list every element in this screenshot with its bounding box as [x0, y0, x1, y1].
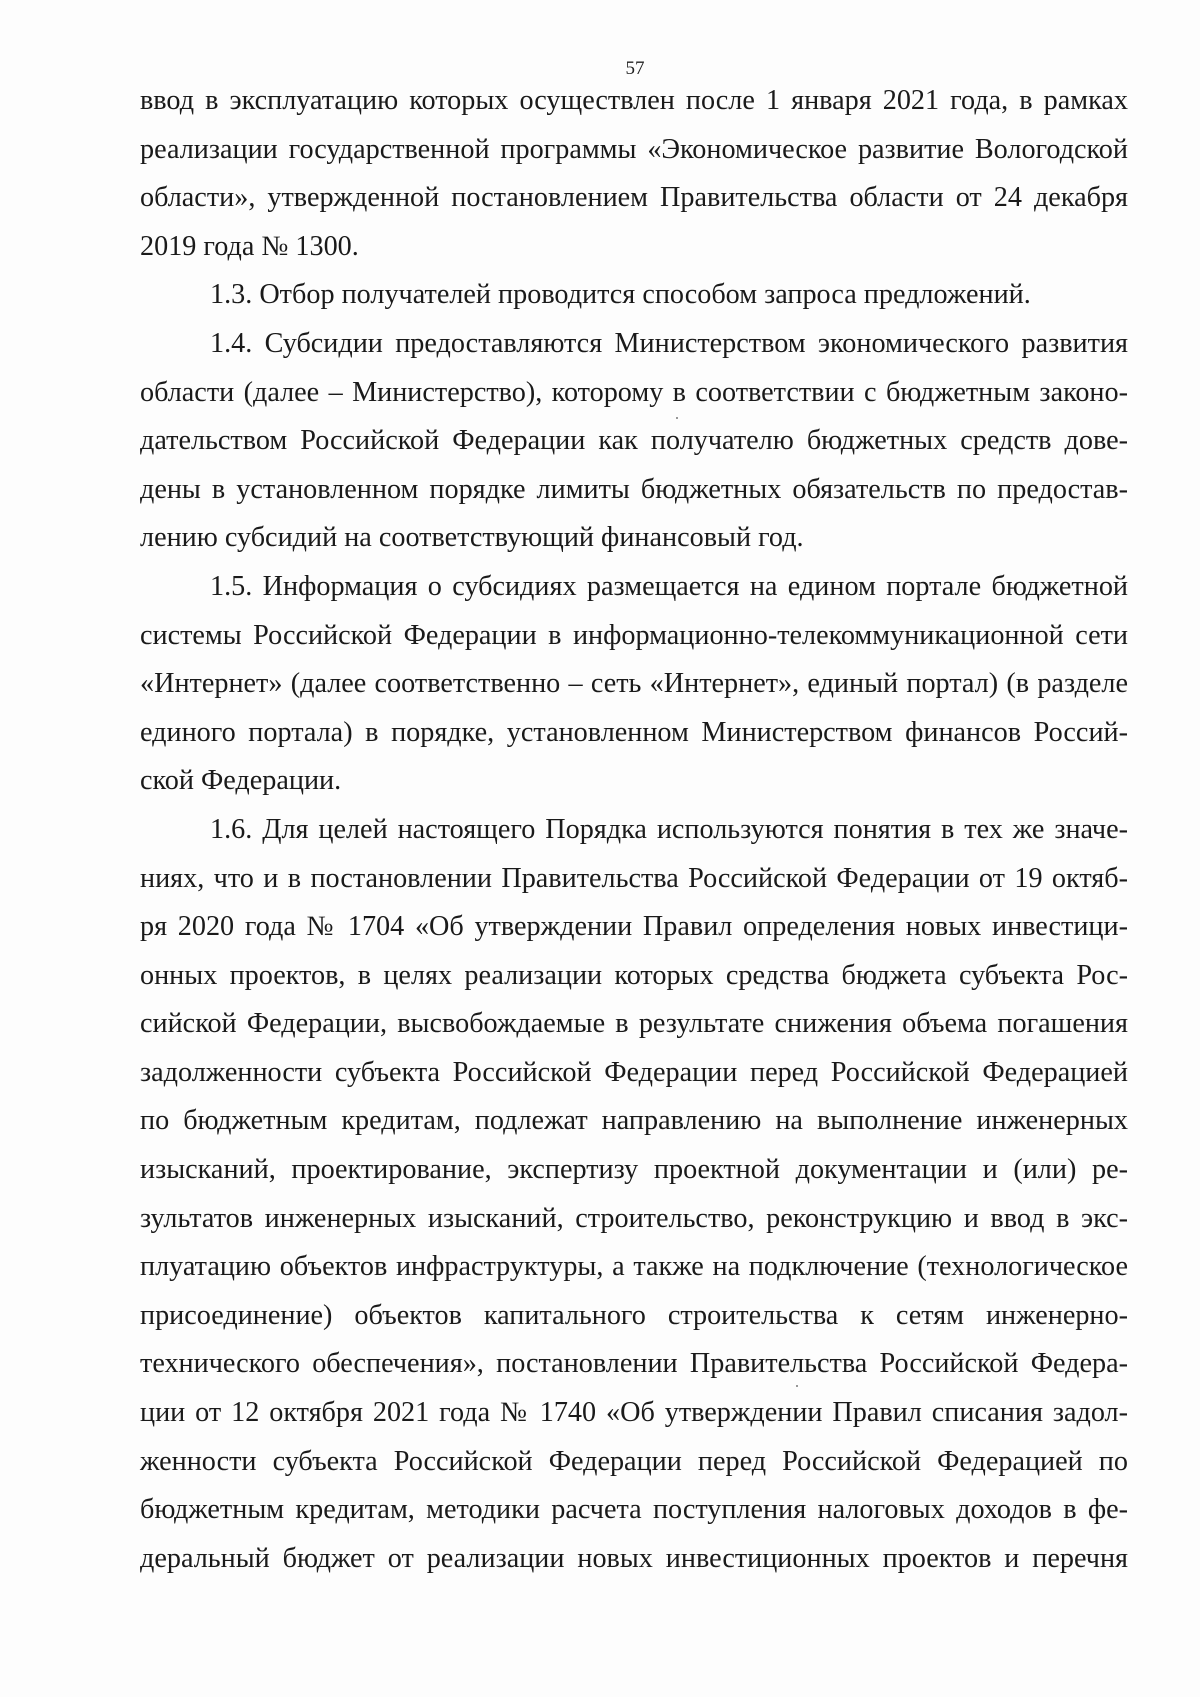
text-line: изысканий, проектирование, экспертизу проектной документации и (или) ре-	[140, 1154, 1128, 1186]
text-line: 1.5. Информация о субсидиях размещается на едином портале бюджетной	[210, 570, 1128, 602]
text-line: 1.4. Субсидии предоставляются Министерством экономического развития	[210, 327, 1128, 359]
text-line: сийской Федерации, высвобождаемые в результате снижения объема погашения	[140, 1008, 1128, 1040]
text-line: «Интернет» (далее соответственно – сеть «Интернет», единый портал) (в разделе	[140, 668, 1128, 700]
text-line: зультатов инженерных изысканий, строительство, реконструкцию и ввод в экс-	[140, 1202, 1128, 1234]
text-line: ской Федерации.	[140, 765, 342, 797]
text-line: дены в установленном порядке лимиты бюджетных обязательств по предостав-	[140, 473, 1128, 505]
text-line: деральный бюджет от реализации новых инвестиционных проектов и перечня	[140, 1542, 1128, 1574]
scan-edge-mark	[1082, 1677, 1122, 1687]
text-line: бюджетным кредитам, методики расчета поступления налоговых доходов в фе-	[140, 1494, 1128, 1526]
text-line: плуатацию объектов инфраструктуры, а также на подключение (технологическое	[140, 1251, 1128, 1283]
text-line: 1.6. Для целей настоящего Порядка используются понятия в тех же значе-	[210, 813, 1128, 845]
text-line: ввод в эксплуатацию которых осуществлен после 1 января 2021 года, в рамках	[140, 85, 1128, 116]
scan-speck	[676, 417, 678, 419]
text-line: реализации государственной программы «Экономическое развитие Вологодской	[140, 133, 1128, 165]
scan-speck	[796, 1385, 798, 1387]
text-line: лению субсидий на соответствующий финансовый год.	[140, 522, 804, 554]
text-line: по бюджетным кредитам, подлежат направлению на выполнение инженерных	[140, 1105, 1128, 1137]
text-line: 2019 года № 1300.	[140, 230, 359, 262]
text-line: системы Российской Федерации в информационно-телекоммуникационной сети	[140, 619, 1128, 651]
text-line: дательством Российской Федерации как получателю бюджетных средств дове-	[140, 425, 1128, 457]
text-line: ря 2020 года № 1704 «Об утверждении Правил определения новых инвестици-	[140, 911, 1128, 943]
text-line: ции от 12 октября 2021 года № 1740 «Об утверждении Правил списания задол-	[140, 1397, 1128, 1429]
text-line: области», утвержденной постановлением Правительства области от 24 декабря	[140, 182, 1128, 214]
document-body	[140, 77, 1128, 1583]
text-line: 1.3. Отбор получателей проводится способом запроса предложений.	[210, 279, 1031, 311]
text-line: онных проектов, в целях реализации которых средства бюджета субъекта Рос-	[140, 959, 1128, 991]
page-number: 57	[625, 58, 645, 79]
text-line: технического обеспечения», постановлении Правительства Российской Федера-	[140, 1348, 1128, 1380]
text-line: женности субъекта Российской Федерации перед Российской Федерацией по	[140, 1445, 1128, 1477]
text-line: единого портала) в порядке, установленном Министерством финансов Россий-	[140, 716, 1128, 748]
text-line: области (далее – Министерство), которому в соответствии с бюджетным законо-	[140, 376, 1128, 408]
text-line: присоединение) объектов капитального строительства к сетям инженерно-	[140, 1299, 1128, 1331]
text-line: задолженности субъекта Российской Федерации перед Российской Федерацией	[140, 1056, 1128, 1088]
text-line: ниях, что и в постановлении Правительства Российской Федерации от 19 октяб-	[140, 862, 1128, 894]
